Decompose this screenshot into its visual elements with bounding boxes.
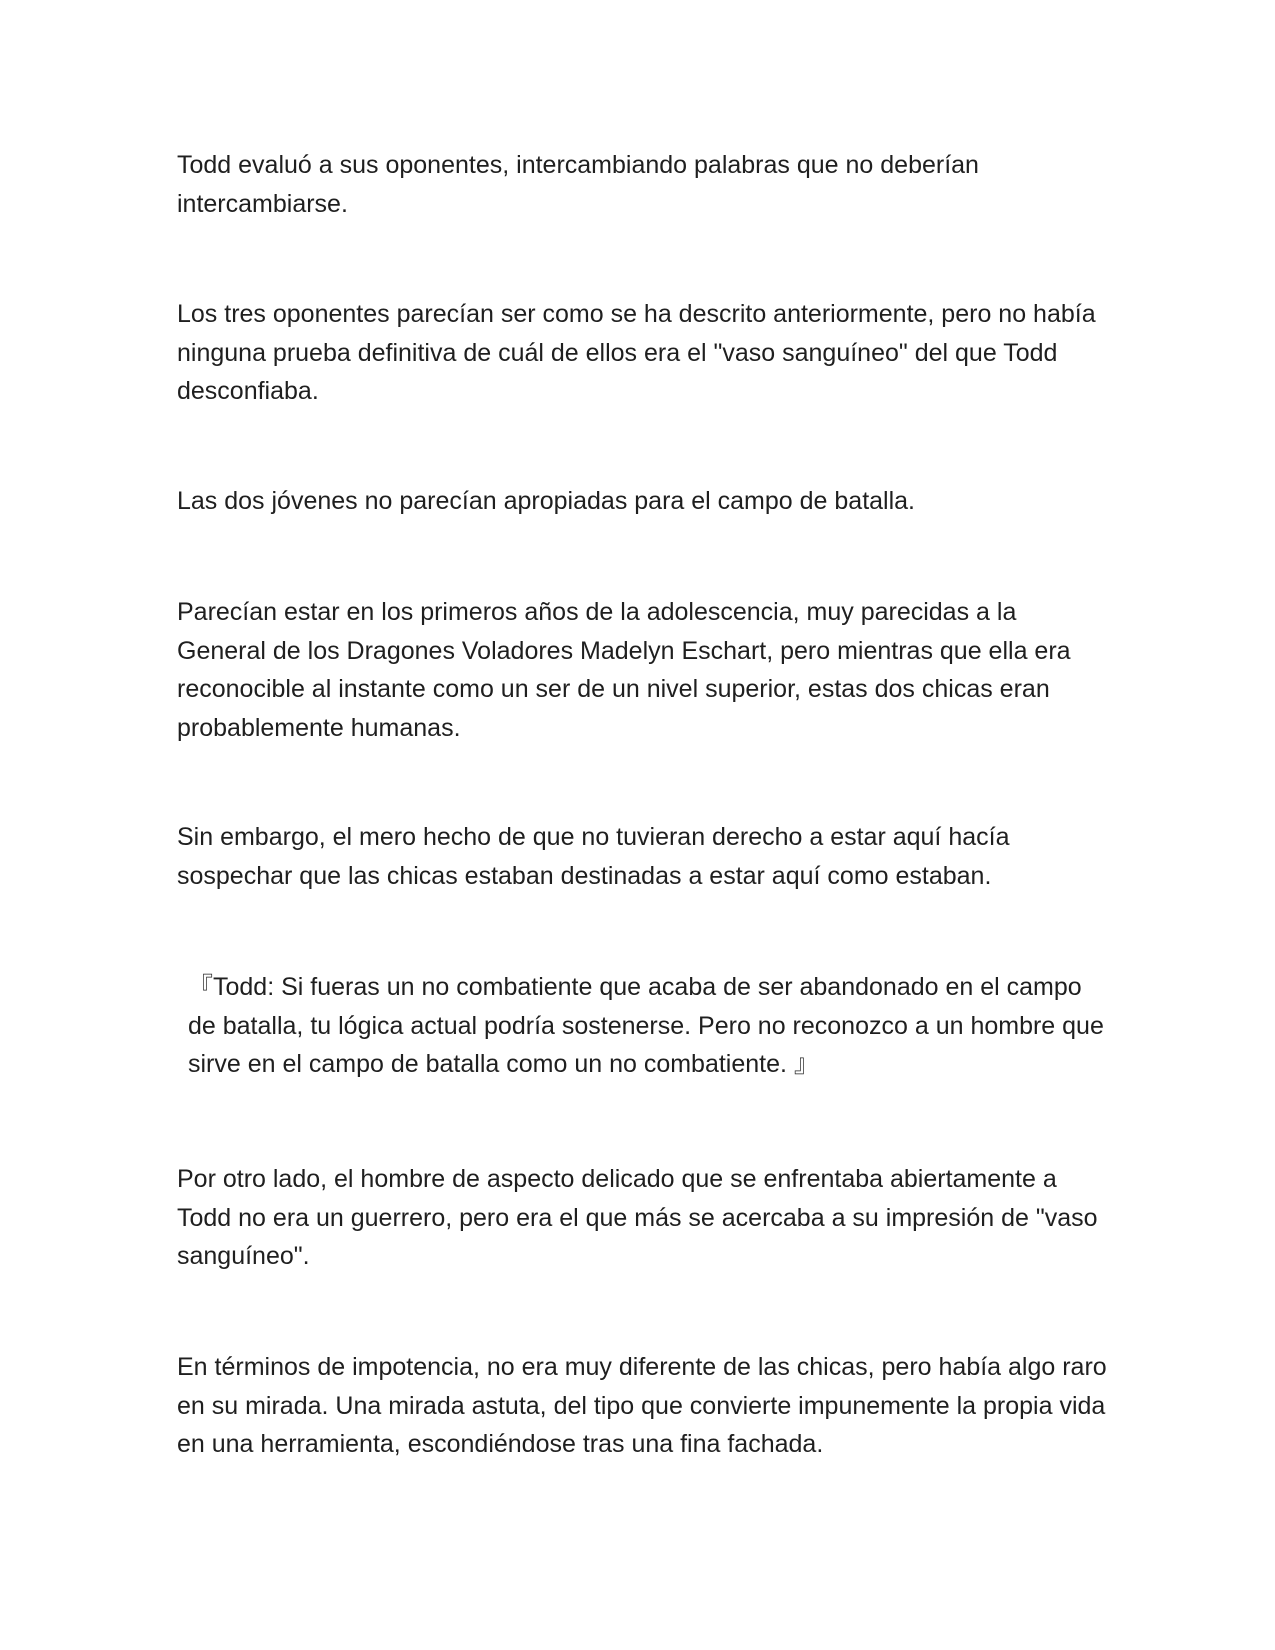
- paragraph-8: En términos de impotencia, no era muy diferente de las chicas, pero había algo raro en su mirada. Una mirada astuta, del tipo que convierte impunemente la propia vida en una herramienta, escondiéndose tras una fina fachada.: [177, 1353, 1107, 1458]
- dialogue-paragraph: 『Todd: Si fueras un no combatiente que acaba de ser abandonado en el campo de batalla, tu lógica actual podría sostenerse. Pero no reconozco a un hombre que sirve en el campo de batalla como un no combatiente. 』: [188, 973, 1104, 1078]
- paragraph-3: Las dos jóvenes no parecían apropiadas para el campo de batalla.: [177, 487, 916, 515]
- paragraph-1: Todd evaluó a sus oponentes, intercambiando palabras que no deberían intercambiarse.: [177, 151, 979, 218]
- paragraph-2: Los tres oponentes parecían ser como se ha descrito anteriormente, pero no había ninguna prueba definitiva de cuál de ellos era el "vaso sanguíneo" del que Todd desconfiaba.: [177, 300, 1096, 405]
- paragraph-4: Parecían estar en los primeros años de la adolescencia, muy parecidas a la General de los Dragones Voladores Madelyn Eschart, pero mientras que ella era reconocible al instante como un ser de un nivel superior, estas dos chicas eran probablemente humanas.: [177, 598, 1071, 742]
- paragraph-7: Por otro lado, el hombre de aspecto delicado que se enfrentaba abiertamente a Todd no era un guerrero, pero era el que más se acercaba a su impresión de "vaso sanguíneo".: [177, 1165, 1098, 1270]
- paragraph-5: Sin embargo, el mero hecho de que no tuvieran derecho a estar aquí hacía sospechar que las chicas estaban destinadas a estar aquí como estaban.: [177, 823, 1010, 890]
